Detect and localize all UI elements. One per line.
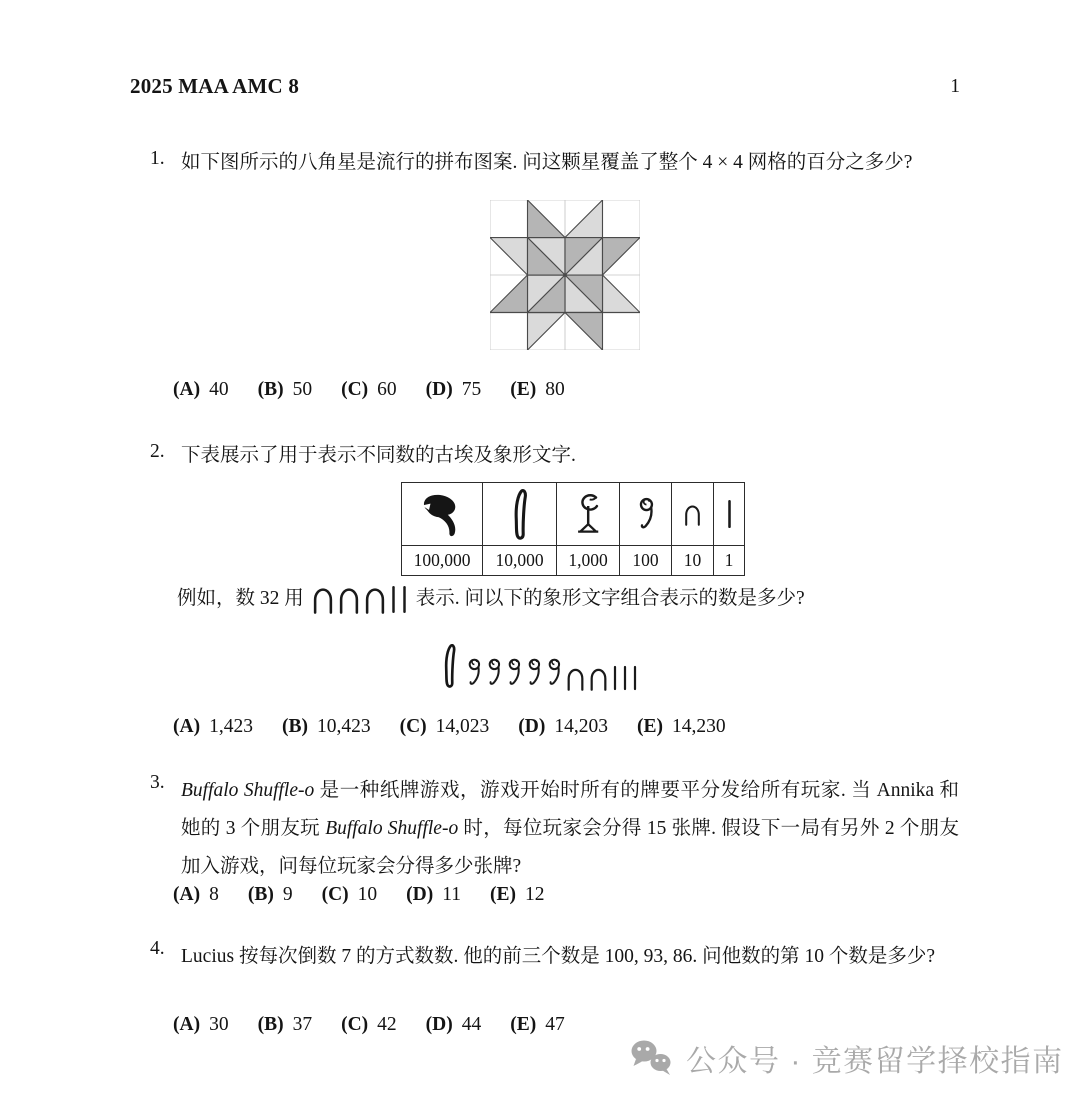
problem-4-text: Lucius 按每次倒数 7 的方式数数. 他的前三个数是 100, 93, 86. 问他数的第 10 个数是多少? xyxy=(181,946,935,967)
answer-choice xyxy=(400,716,490,738)
page-number: 1 xyxy=(950,76,960,97)
choice-value: 12 xyxy=(525,884,545,905)
hieroglyph-column-100,000 xyxy=(402,483,483,575)
hieroglyph-column-10,000 xyxy=(483,483,557,575)
choice-value: 30 xyxy=(209,1014,229,1035)
choice-value: 60 xyxy=(377,379,397,400)
coil-hieroglyph xyxy=(484,654,504,691)
hieroglyph-column-100 xyxy=(620,483,672,575)
finger-hieroglyph xyxy=(440,641,459,691)
problem-3-number: 3. xyxy=(150,772,165,793)
answer-choice xyxy=(248,884,293,906)
problem-4-choices xyxy=(173,1014,565,1036)
value-cell: 10,000 xyxy=(483,545,556,575)
arch-hieroglyph xyxy=(679,502,706,526)
coil-hieroglyph xyxy=(544,654,564,691)
tadpole-hieroglyph xyxy=(416,489,468,539)
example-suffix: 表示. 问以下的象形文字组合表示的数是多少? xyxy=(415,588,805,609)
text-segment: 是一种纸牌游戏，游戏开始时所有的牌要平分发给所有玩家. 当 Annika 和她的 3 个朋友玩 xyxy=(181,780,959,839)
arch-hieroglyph xyxy=(311,584,335,614)
choice-label: (E) xyxy=(636,716,663,737)
value-cell: 100 xyxy=(620,545,671,575)
choice-value: 42 xyxy=(377,1014,397,1035)
problem-1-number: 1. xyxy=(150,148,165,169)
problem-4-number: 4. xyxy=(150,938,165,959)
choice-value: 50 xyxy=(292,379,313,400)
arch-hieroglyph xyxy=(588,665,609,691)
stroke-hieroglyph xyxy=(725,499,734,529)
choice-value: 8 xyxy=(209,884,219,905)
value-cell: 10 xyxy=(672,545,713,575)
choice-label: (B) xyxy=(281,716,308,737)
choice-label: (E) xyxy=(510,1014,537,1035)
choice-value: 14,203 xyxy=(554,716,608,737)
arch-hieroglyph xyxy=(337,584,361,614)
wechat-icon xyxy=(630,1038,674,1078)
answer-choice xyxy=(173,716,253,738)
choice-label: (B) xyxy=(247,884,274,905)
glyph-cell xyxy=(714,483,744,545)
choice-value: 14,023 xyxy=(435,716,490,737)
choice-value: 37 xyxy=(292,1014,313,1035)
stroke-hieroglyph xyxy=(621,665,629,691)
problem-2-number: 2. xyxy=(150,441,165,462)
answer-choice xyxy=(258,1014,313,1036)
hieroglyph-column-1 xyxy=(714,483,744,575)
coil-hieroglyph xyxy=(504,654,524,691)
answer-choice xyxy=(426,1014,482,1036)
value-cell: 1 xyxy=(714,545,744,575)
answer-choice xyxy=(426,379,482,401)
answer-choice xyxy=(510,1014,565,1036)
choice-label: (C) xyxy=(399,716,427,737)
watermark-footer xyxy=(630,1036,1064,1080)
coil-hieroglyph xyxy=(464,654,484,691)
choice-value: 80 xyxy=(545,379,565,400)
example-hieroglyphs xyxy=(310,584,410,614)
choice-label: (A) xyxy=(173,716,201,737)
answer-choice xyxy=(406,884,461,906)
glyph-cell xyxy=(402,483,482,545)
choice-label: (D) xyxy=(518,716,546,737)
value-cell: 1,000 xyxy=(557,545,619,575)
finger-hieroglyph xyxy=(509,487,531,542)
problem-3-choices xyxy=(173,884,545,906)
choice-value: 14,230 xyxy=(671,716,726,737)
hieroglyph-combination xyxy=(0,641,1080,691)
answer-choice xyxy=(518,716,608,738)
stroke-hieroglyph xyxy=(631,665,639,691)
choice-value: 10 xyxy=(357,884,378,905)
glyph-cell xyxy=(557,483,619,545)
choice-label: (D) xyxy=(425,1014,453,1035)
problem-3-text xyxy=(181,772,959,886)
coil-hieroglyph xyxy=(634,496,658,532)
answer-choice xyxy=(173,884,219,906)
choice-label: (D) xyxy=(425,379,453,400)
italic-text-segment: Buffalo Shuffle-o xyxy=(181,780,315,801)
hieroglyph-column-10 xyxy=(672,483,714,575)
choice-value: 9 xyxy=(282,884,293,905)
choice-value: 75 xyxy=(461,379,482,400)
text-segment: 时，每位玩家会分得 15 张牌. 假设下一局有另外 2 个朋友加入游戏，问每位玩家会分得多少张牌? xyxy=(181,818,959,877)
hieroglyph-column-1,000 xyxy=(557,483,620,575)
choice-label: (B) xyxy=(257,1014,284,1035)
hieroglyph-table xyxy=(401,482,745,576)
choice-label: (A) xyxy=(173,884,201,905)
stroke-hieroglyph xyxy=(389,585,398,614)
example-prefix: 例如，数 32 用 xyxy=(177,588,304,609)
stroke-hieroglyph xyxy=(611,665,619,691)
problem-1-text: 如下图所示的八角星是流行的拼布图案. 问这颗星覆盖了整个 4 × 4 网格的百分之多少? xyxy=(181,152,913,173)
problem-2-choices xyxy=(173,716,726,738)
choice-label: (C) xyxy=(341,379,369,400)
glyph-cell xyxy=(620,483,671,545)
choice-value: 11 xyxy=(442,884,462,905)
stroke-hieroglyph xyxy=(400,585,409,614)
answer-choice xyxy=(322,884,378,906)
answer-choice xyxy=(637,716,726,738)
choice-label: (A) xyxy=(173,379,201,400)
choice-label: (D) xyxy=(406,884,434,905)
choice-value: 44 xyxy=(461,1014,482,1035)
coil-hieroglyph xyxy=(524,654,544,691)
choice-value: 47 xyxy=(545,1014,565,1035)
glyph-cell xyxy=(672,483,713,545)
choice-label: (E) xyxy=(490,884,517,905)
problem-1-choices xyxy=(173,379,565,401)
choice-label: (C) xyxy=(321,884,349,905)
choice-label: (A) xyxy=(173,1014,201,1035)
eight-pointed-star-image xyxy=(490,200,640,350)
problem-2-text: 下表展示了用于表示不同数的古埃及象形文字. xyxy=(181,445,576,466)
answer-choice xyxy=(341,379,397,401)
value-cell: 100,000 xyxy=(402,545,482,575)
arch-hieroglyph xyxy=(363,584,387,614)
answer-choice xyxy=(341,1014,397,1036)
watermark-text: 公众号 · 竞赛留学择校指南 xyxy=(686,1045,1064,1078)
choice-label: (C) xyxy=(341,1014,369,1035)
choice-value: 10,423 xyxy=(316,716,371,737)
choice-value: 40 xyxy=(209,379,229,400)
answer-choice xyxy=(258,379,313,401)
answer-choice xyxy=(510,379,565,401)
problem-2-example-line xyxy=(177,584,805,614)
arch-hieroglyph xyxy=(565,665,586,691)
answer-choice xyxy=(173,379,229,401)
answer-choice xyxy=(173,1014,229,1036)
page-title: 2025 MAA AMC 8 xyxy=(130,74,300,98)
choice-label: (B) xyxy=(257,379,284,400)
choice-label: (E) xyxy=(510,379,537,400)
choice-value: 1,423 xyxy=(209,716,253,737)
answer-choice xyxy=(282,716,371,738)
glyph-cell xyxy=(483,483,556,545)
italic-text-segment: Buffalo Shuffle-o xyxy=(325,818,459,839)
answer-choice xyxy=(490,884,545,906)
lotus-hieroglyph xyxy=(572,486,604,542)
quilt-star-figure xyxy=(490,200,640,350)
